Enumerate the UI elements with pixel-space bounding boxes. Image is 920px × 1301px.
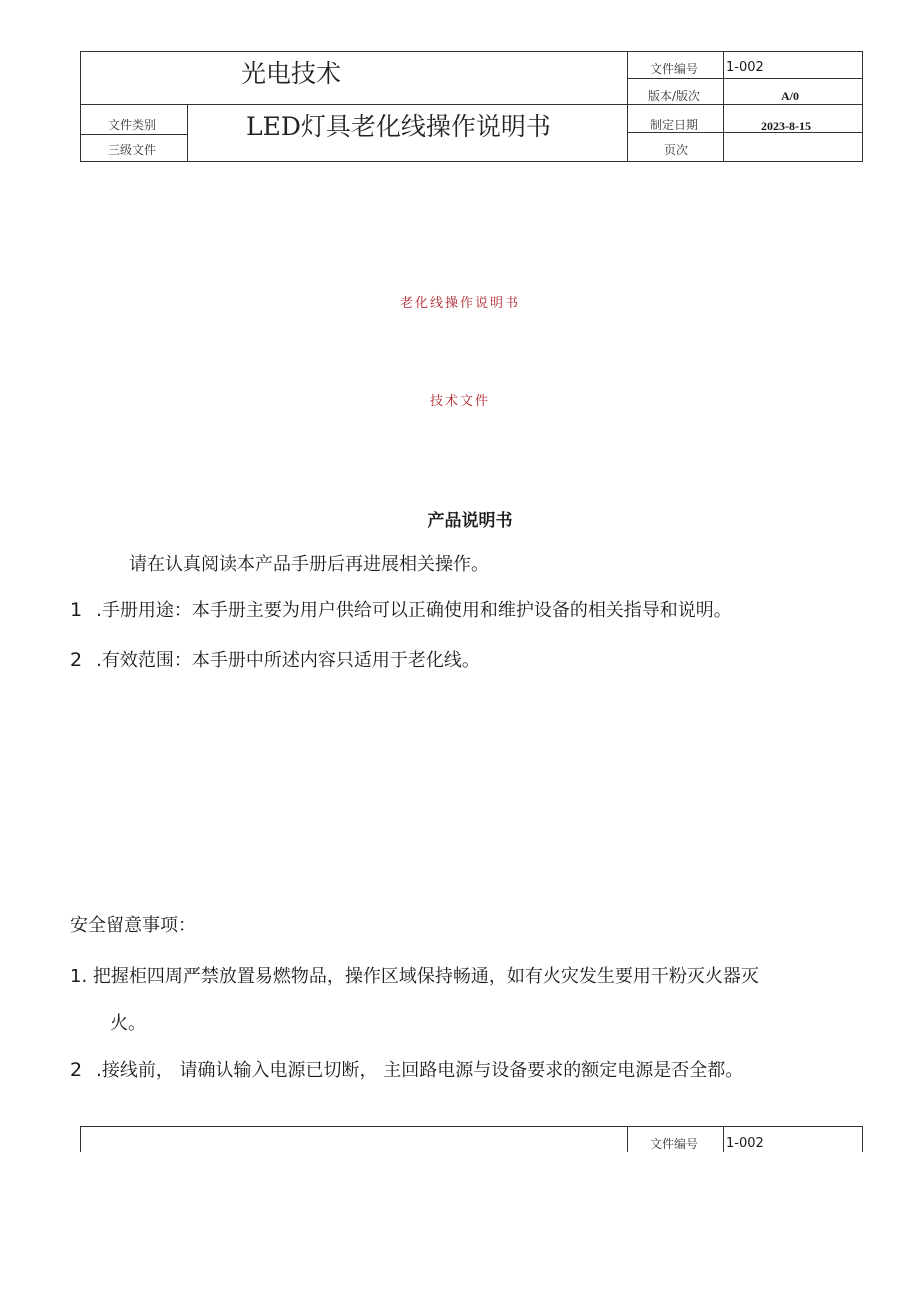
manual-title: 产品说明书: [427, 511, 513, 531]
field-value-date: 2023-8-15: [761, 119, 811, 133]
item-number: 1: [70, 599, 83, 621]
item-text: .手册用途：本手册主要为用户供给可以正确使用和维护设备的相关指导和说明。: [96, 600, 732, 621]
header-divider: [81, 134, 187, 135]
field-label-doc-number: 文件编号: [650, 62, 699, 76]
field-label-version: 版本/版次: [648, 89, 701, 103]
item-number: 2: [70, 649, 83, 671]
header-divider: [627, 78, 862, 79]
safety-item-1-line-2: 火。: [110, 1013, 146, 1034]
cover-line-1: 老化线操作说明书: [399, 296, 520, 311]
header-divider: [627, 52, 628, 161]
item-number: 2: [70, 1059, 83, 1081]
field-label-date: 制定日期: [650, 118, 699, 132]
manual-intro: 请在认真阅读本产品手册后再进展相关操作。: [129, 554, 489, 575]
header-divider: [187, 104, 188, 161]
field-value-doc-number: 1-002: [726, 1136, 764, 1151]
company-name: 光电技术: [241, 59, 342, 88]
doc-level: 三级文件: [108, 143, 157, 157]
field-label-page: 页次: [664, 143, 689, 157]
safety-title: 安全留意事项：: [70, 915, 196, 936]
field-label-doc-number: 文件编号: [650, 1137, 699, 1151]
manual-item-2: [70, 646, 480, 672]
safety-item-2: [70, 1056, 743, 1082]
document-title: LED灯具老化线操作说明书: [246, 112, 551, 141]
manual-item-1: [70, 596, 732, 622]
field-value-doc-number: 1-002: [726, 60, 764, 75]
doc-category-label: 文件类别: [108, 118, 157, 132]
field-value-version: A/0: [781, 89, 799, 103]
next-page-header-table: [80, 1126, 863, 1152]
header-divider: [627, 1127, 628, 1152]
document-header-table: [80, 51, 863, 162]
header-divider: [723, 1127, 724, 1152]
safety-item-1-line-1: 1. 把握柜四周严禁放置易燃物品，操作区域保持畅通，如有火灾发生要用干粉灭火器灭: [70, 966, 759, 987]
cover-line-2: 技术文件: [429, 394, 490, 409]
item-text: .有效范围：本手册中所述内容只适用于老化线。: [96, 650, 480, 671]
header-divider: [723, 52, 724, 161]
item-text: .接线前， 请确认输入电源已切断， 主回路电源与设备要求的额定电源是否全都。: [96, 1060, 744, 1081]
header-divider: [81, 104, 862, 105]
